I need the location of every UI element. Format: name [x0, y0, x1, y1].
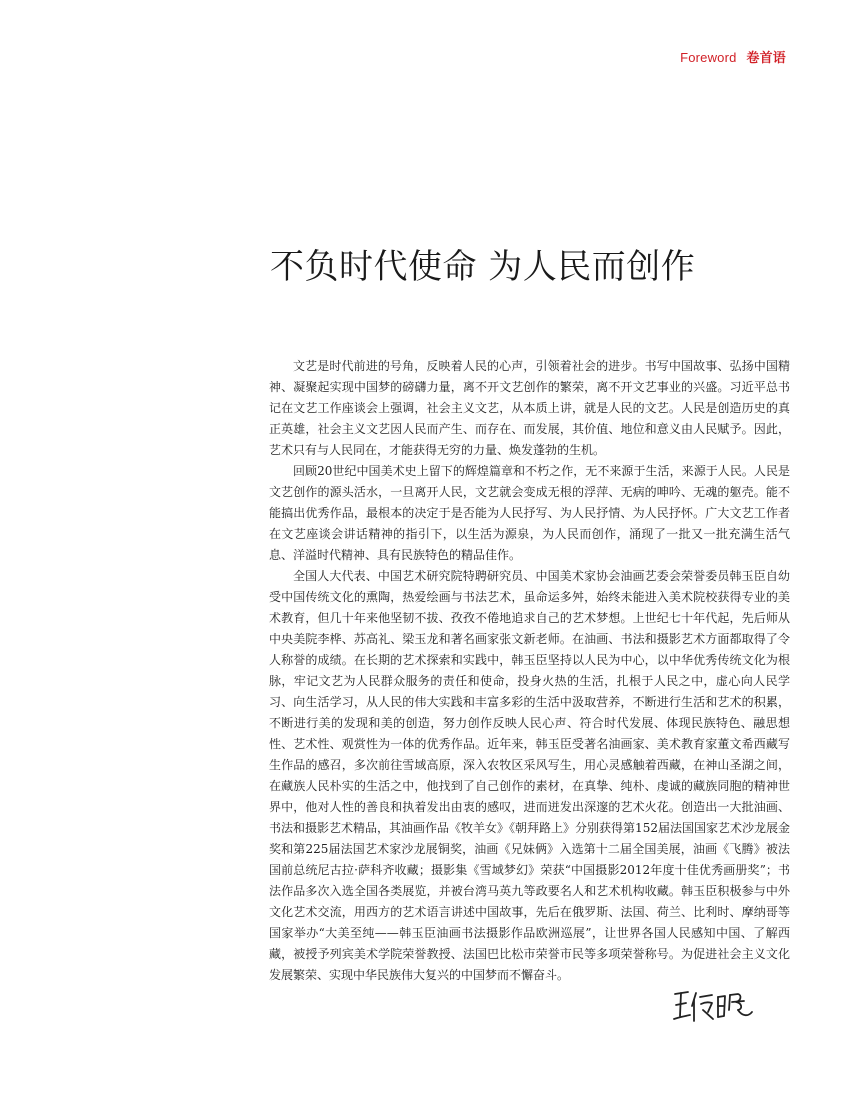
handwritten-signature — [672, 988, 754, 1024]
article-title: 不负时代使命 为人民而创作 — [270, 247, 696, 287]
paragraph: 文艺是时代前进的号角，反映着人民的心声，引领着社会的进步。书写中国故事、弘扬中国精神、凝聚起实现中国梦的磅礴力量，离不开文艺创作的繁荣，离不开文艺事业的兴盛。习近平总书记在文艺工作座谈会上强调，社会主义文艺，从本质上讲，就是人民的文艺。人民是创造历史的真正英雄，社会主义文艺因人民而产生、而存在、而发展，其价值、地位和意义由人民赋予。因此，艺术只有与人民同在，才能获得无穷的力量、焕发蓬勃的生机。 — [269, 359, 790, 457]
article-body — [269, 356, 790, 986]
section-header — [680, 47, 786, 66]
paragraph: 全国人大代表、中国艺术研究院特聘研究员、中国美术家协会油画艺委会荣誉委员韩玉臣自幼受中国传统文化的熏陶，热爱绘画与书法艺术，虽命运多舛，始终未能进入美术院校获得专业的美术教育，但几十年来他坚韧不拔、孜孜不倦地追求自己的艺术梦想。上世纪七十年代起，先后师从中央美院李桦、苏高礼、梁玉龙和著名画家张文新老师。在油画、书法和摄影艺术方面都取得了令人称誉的成绩。在长期的艺术探索和实践中，韩玉臣坚持以人民为中心，以中华优秀传统文化为根脉，牢记文艺为人民群众服务的责任和使命，投身火热的生活，扎根于人民之中，虚心向人民学习、向生活学习，从人民的伟大实践和丰富多彩的生活中汲取营养，不断进行生活和艺术的积累，不断进行美的发现和美的创造，努力创作反映人民心声、符合时代发展、体现民族特色、融思想性、艺术性、观赏性为一体的优秀作品。近年来，韩玉臣受著名油画家、美术教育家董文希西藏写生作品的感召，多次前往雪域高原，深入农牧区采风写生，用心灵感触着西藏，在神山圣湖之间，在藏族人民朴实的生活之中，他找到了自己创作的素材，在真挚、纯朴、虔诚的藏族同胞的精神世界中，他对人性的善良和执着发出由衷的感叹，进而迸发出深邃的艺术火花。创造出一大批油画、书法和摄影艺术精品，其油画作品《牧羊女》《朝拜路上》分别获得第152届法国国家艺术沙龙展金奖和第225届法国艺术家沙龙展铜奖，油画《兄妹俩》入选第十二届全国美展，油画《飞腾》被法国前总统尼古拉·萨科齐收藏；摄影集《雪域梦幻》荣获“中国摄影2012年度十佳优秀画册奖”；书法作品多次入选全国各类展览，并被台湾马英九等政要名人和艺术机构收藏。韩玉臣积极参与中外文化艺术交流，用西方的艺术语言讲述中国故事，先后在俄罗斯、法国、荷兰、比利时、摩纳哥等国家举办“大美至纯——韩玉臣油画书法摄影作品欧洲巡展”，让世界各国人民感知中国、了解西藏，被授予列宾美术学院荣誉教授、法国巴比松市荣誉市民等多项荣誉称号。为促进社会主义文化发展繁荣、实现中华民族伟大复兴的中国梦而不懈奋斗。 — [269, 569, 790, 982]
paragraph: 回顾20世纪中国美术史上留下的辉煌篇章和不朽之作，无不来源于生活，来源于人民。人民是文艺创作的源头活水，一旦离开人民，文艺就会变成无根的浮萍、无病的呻吟、无魂的躯壳。能不能搞出优秀作品，最根本的决定于是否能为人民抒写、为人民抒情、为人民抒怀。广大文艺工作者在文艺座谈会讲话精神的指引下，以生活为源泉，为人民而创作，涌现了一批又一批充满生活气息、洋溢时代精神、具有民族特色的精品佳作。 — [269, 464, 790, 562]
header-label-cn: 卷首语 — [746, 50, 786, 65]
header-label-en: Foreword — [680, 50, 737, 65]
